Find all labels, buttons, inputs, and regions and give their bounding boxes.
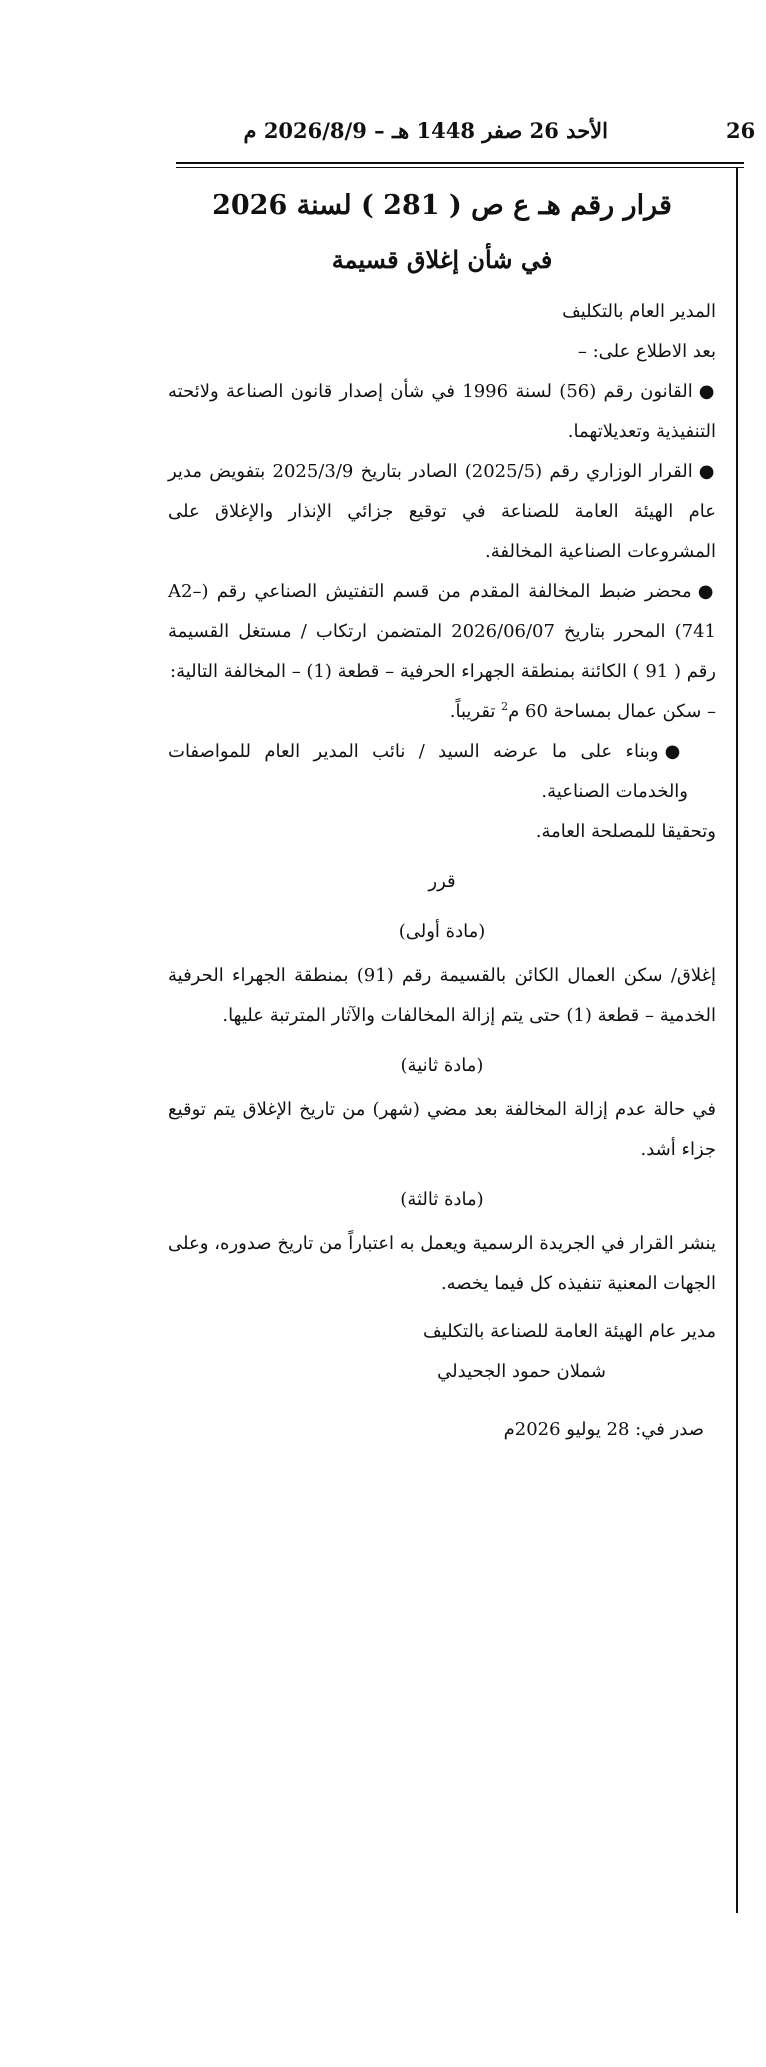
- article-2-heading: (مادة ثانية): [400, 1055, 484, 1076]
- article-1-text: إغلاق/ سكن العمال الكائن بالقسيمة رقم (91) بمنطقة الجهراء الحرفية الخدمية – قطعة (1) حتى يتم إزالة المخالفات والآثار المترتبة عليها.: [168, 965, 717, 1026]
- bullet-marker: ●: [698, 461, 716, 482]
- after-review-line: بعد الاطلاع على: –: [577, 341, 716, 362]
- header-rule: [176, 162, 744, 164]
- bullet-marker: ●: [664, 741, 688, 762]
- violation-tail: تقريباً.: [449, 701, 502, 722]
- proposal-reference: [168, 732, 716, 812]
- signature-block: [168, 1312, 716, 1392]
- law-reference: [168, 372, 716, 452]
- header-date: الأحد 26 صفر 1448 هـ – 2026/8/9 م: [243, 118, 608, 143]
- column-rule: [736, 168, 738, 1913]
- ministerial-reference-text: القرار الوزاري رقم (2025/5) الصادر بتاريخ 2025/3/9 بتفويض مدير عام الهيئة العامة للصناعة في توقيع جزائي الإنذار والإغلاق على المشروعات الصناعية المخالفة.: [168, 461, 716, 562]
- ministerial-reference: [168, 452, 716, 572]
- article-3-heading: (مادة ثالثة): [400, 1189, 484, 1210]
- proposal-text: وبناء على ما عرضه السيد / نائب المدير العام للمواصفات والخدمات الصناعية.: [168, 741, 688, 802]
- decision-subtitle: في شأن إغلاق قسيمة: [331, 245, 553, 274]
- violation-text: – سكن عمال بمساحة 60 م: [508, 701, 716, 722]
- decision-title: قرار رقم هـ ع ص ( 281 ) لسنة 2026: [212, 190, 672, 221]
- signer-title: مدير عام الهيئة العامة للصناعة بالتكليف: [423, 1321, 716, 1342]
- page-header: [176, 118, 756, 150]
- bullet-marker: ●: [698, 381, 716, 402]
- issued-date: صدر في: 28 يوليو 2026م: [503, 1419, 704, 1440]
- report-reference-text: محضر ضبط المخالفة المقدم من قسم التفتيش الصناعي رقم (A2–741) المحرر بتاريخ 2026/06/07 المتضمن ارتكاب / مستغل القسيمة رقم ( 91 ) الكائنة بمنطقة الجهراء الحرفية – قطعة (1) – المخالفة التالية:: [168, 581, 716, 682]
- violation-unit-sup: 2: [501, 700, 509, 713]
- report-reference: [168, 572, 716, 692]
- violation-line: [168, 692, 716, 732]
- article-1-heading: (مادة أولى): [398, 921, 486, 942]
- public-interest-line: وتحقيقا للمصلحة العامة.: [535, 821, 716, 842]
- header-rule-double: [176, 167, 744, 168]
- law-reference-text: القانون رقم (56) لسنة 1996 في شأن إصدار قانون الصناعة ولائحته التنفيذية وتعديلاتهما.: [168, 381, 716, 442]
- signer-name: شملان حمود الجحيدلي: [437, 1361, 606, 1382]
- authority-line: المدير العام بالتكليف: [562, 301, 716, 322]
- page-number: 26: [726, 118, 756, 143]
- article-2-text: في حالة عدم إزالة المخالفة بعد مضي (شهر) من تاريخ الإغلاق يتم توقيع جزاء أشد.: [168, 1099, 716, 1160]
- article-3-text: ينشر القرار في الجريدة الرسمية ويعمل به اعتباراً من تاريخ صدوره، وعلى الجهات المعنية تنفيذه كل فيما يخصه.: [168, 1233, 716, 1294]
- bullet-marker: ●: [697, 581, 716, 602]
- decision-body: [168, 178, 716, 1450]
- decided-heading: قرر: [428, 871, 456, 892]
